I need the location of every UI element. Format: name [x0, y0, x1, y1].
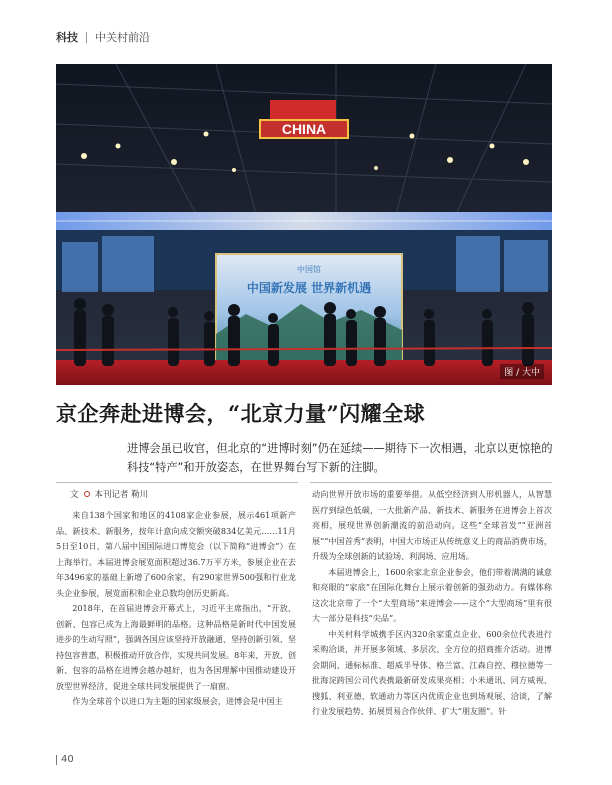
body-paragraph: 作为全球首个以进口为主题的国家级展会，进博会是中国主 [72, 696, 283, 706]
section-label: 科技 [56, 31, 78, 44]
body-column-right [312, 487, 552, 720]
byline-dot-icon [84, 491, 90, 497]
byline-prefix: 文 [70, 490, 79, 500]
china-sign [260, 100, 348, 138]
page-number: 40 [61, 754, 74, 765]
page-footer [56, 754, 74, 765]
body-paragraph: 来自138个国家和地区的4108家企业参展，展示461项新产品、新技术、新服务，按年计意向成交额突破834亿美元……11月5日至10日，第八届中国国际进口博览会（以下简称“进博会”）在上海举行。本届进博会展览面积超过36.7万平方米，参展企业在去年3496家的基础上新增了600余家，有290家世界500强和行业龙头企业参展，展览面积和企业总数均创历史新高。 [56, 510, 296, 598]
hero-photo [56, 64, 552, 385]
byline [70, 488, 148, 500]
svg-text:中国馆: 中国馆 [297, 265, 321, 274]
body-column-left [56, 508, 296, 710]
expo-hall-illustration [56, 64, 552, 385]
body-paragraph: 本届进博会上，1600余家北京企业参会，他们带着满满的诚意和亮眼的“家底”在国际化舞台上展示着创新的强劲动力。有媒体称这次北京带了一个“大型商场”来进博会——这个“大型商场”里有很大一部分是科技“尖品”。 [312, 566, 552, 623]
article-title: 京企奔赴进博会，“北京力量”闪耀全球 [56, 401, 426, 426]
svg-text:CHINA: CHINA [281, 121, 327, 137]
photo-credit: 图 / 大中 [500, 364, 544, 379]
byline-author: 本刊记者 勒川 [94, 490, 149, 500]
running-header [56, 28, 150, 46]
article-lead: 进博会虽已收官，但北京的“进博时刻”仍在延续——期待下一次相遇，北京以更惊艳的科技“特产”和开放姿态，在世界舞台写下新的注脚。 [127, 442, 553, 474]
footer-divider [56, 755, 57, 765]
column-rule-right [310, 482, 552, 483]
body-paragraph: 动向世界开放市场的重要举措。从低空经济到人形机器人，从智慧医疗到绿色低碳，一大批新产品、新技术、新服务在进博会上首次亮相，展现世界创新潮流的前沿动向。这些“全球首发”“亚洲首展”“中国首秀”表明，中国大市场正从传统意义上的商品消费市场，升级为全球创新的试验场、利润场、应用场。 [312, 489, 552, 561]
body-paragraph: 中关村科学城携手区内320余家重点企业、600余位代表进行采购洽谈，并开展多领域、多层次、全方位的招商推介活动。进博会期间，通标标准、超威半导体、格兰富、江森自控、穆拉德等一批海淀跨国公司代表携最新研发成果亮相；小米通讯、同方威视、搜狐、利亚德、软通动力等区内优质企业也到场观展、洽谈，了解行业发展趋势、拓展贸易合作伙伴、扩大“朋友圈”。针 [312, 628, 552, 716]
body-paragraph: 2018年，在首届进博会开幕式上，习近平主席指出，“开放、创新、包容已成为上海最鲜明的品格。这种品格是新时代中国发展进步的生动写照”，强调各国应该坚持开放融通、坚持创新引领、坚持包容普惠，积极推动开放合作，实现共同发展。8年来，开放、创新、包容的品格在进博会越办越好，也为各国理解中国推动建设开放型世界经济、促进全球共同发展提供了一扇窗。 [56, 603, 296, 691]
column-label: 中关村前沿 [95, 31, 150, 44]
column-rule-left [56, 482, 298, 483]
header-divider [86, 32, 87, 43]
svg-text:中国新发展 世界新机遇: 中国新发展 世界新机遇 [246, 281, 372, 295]
